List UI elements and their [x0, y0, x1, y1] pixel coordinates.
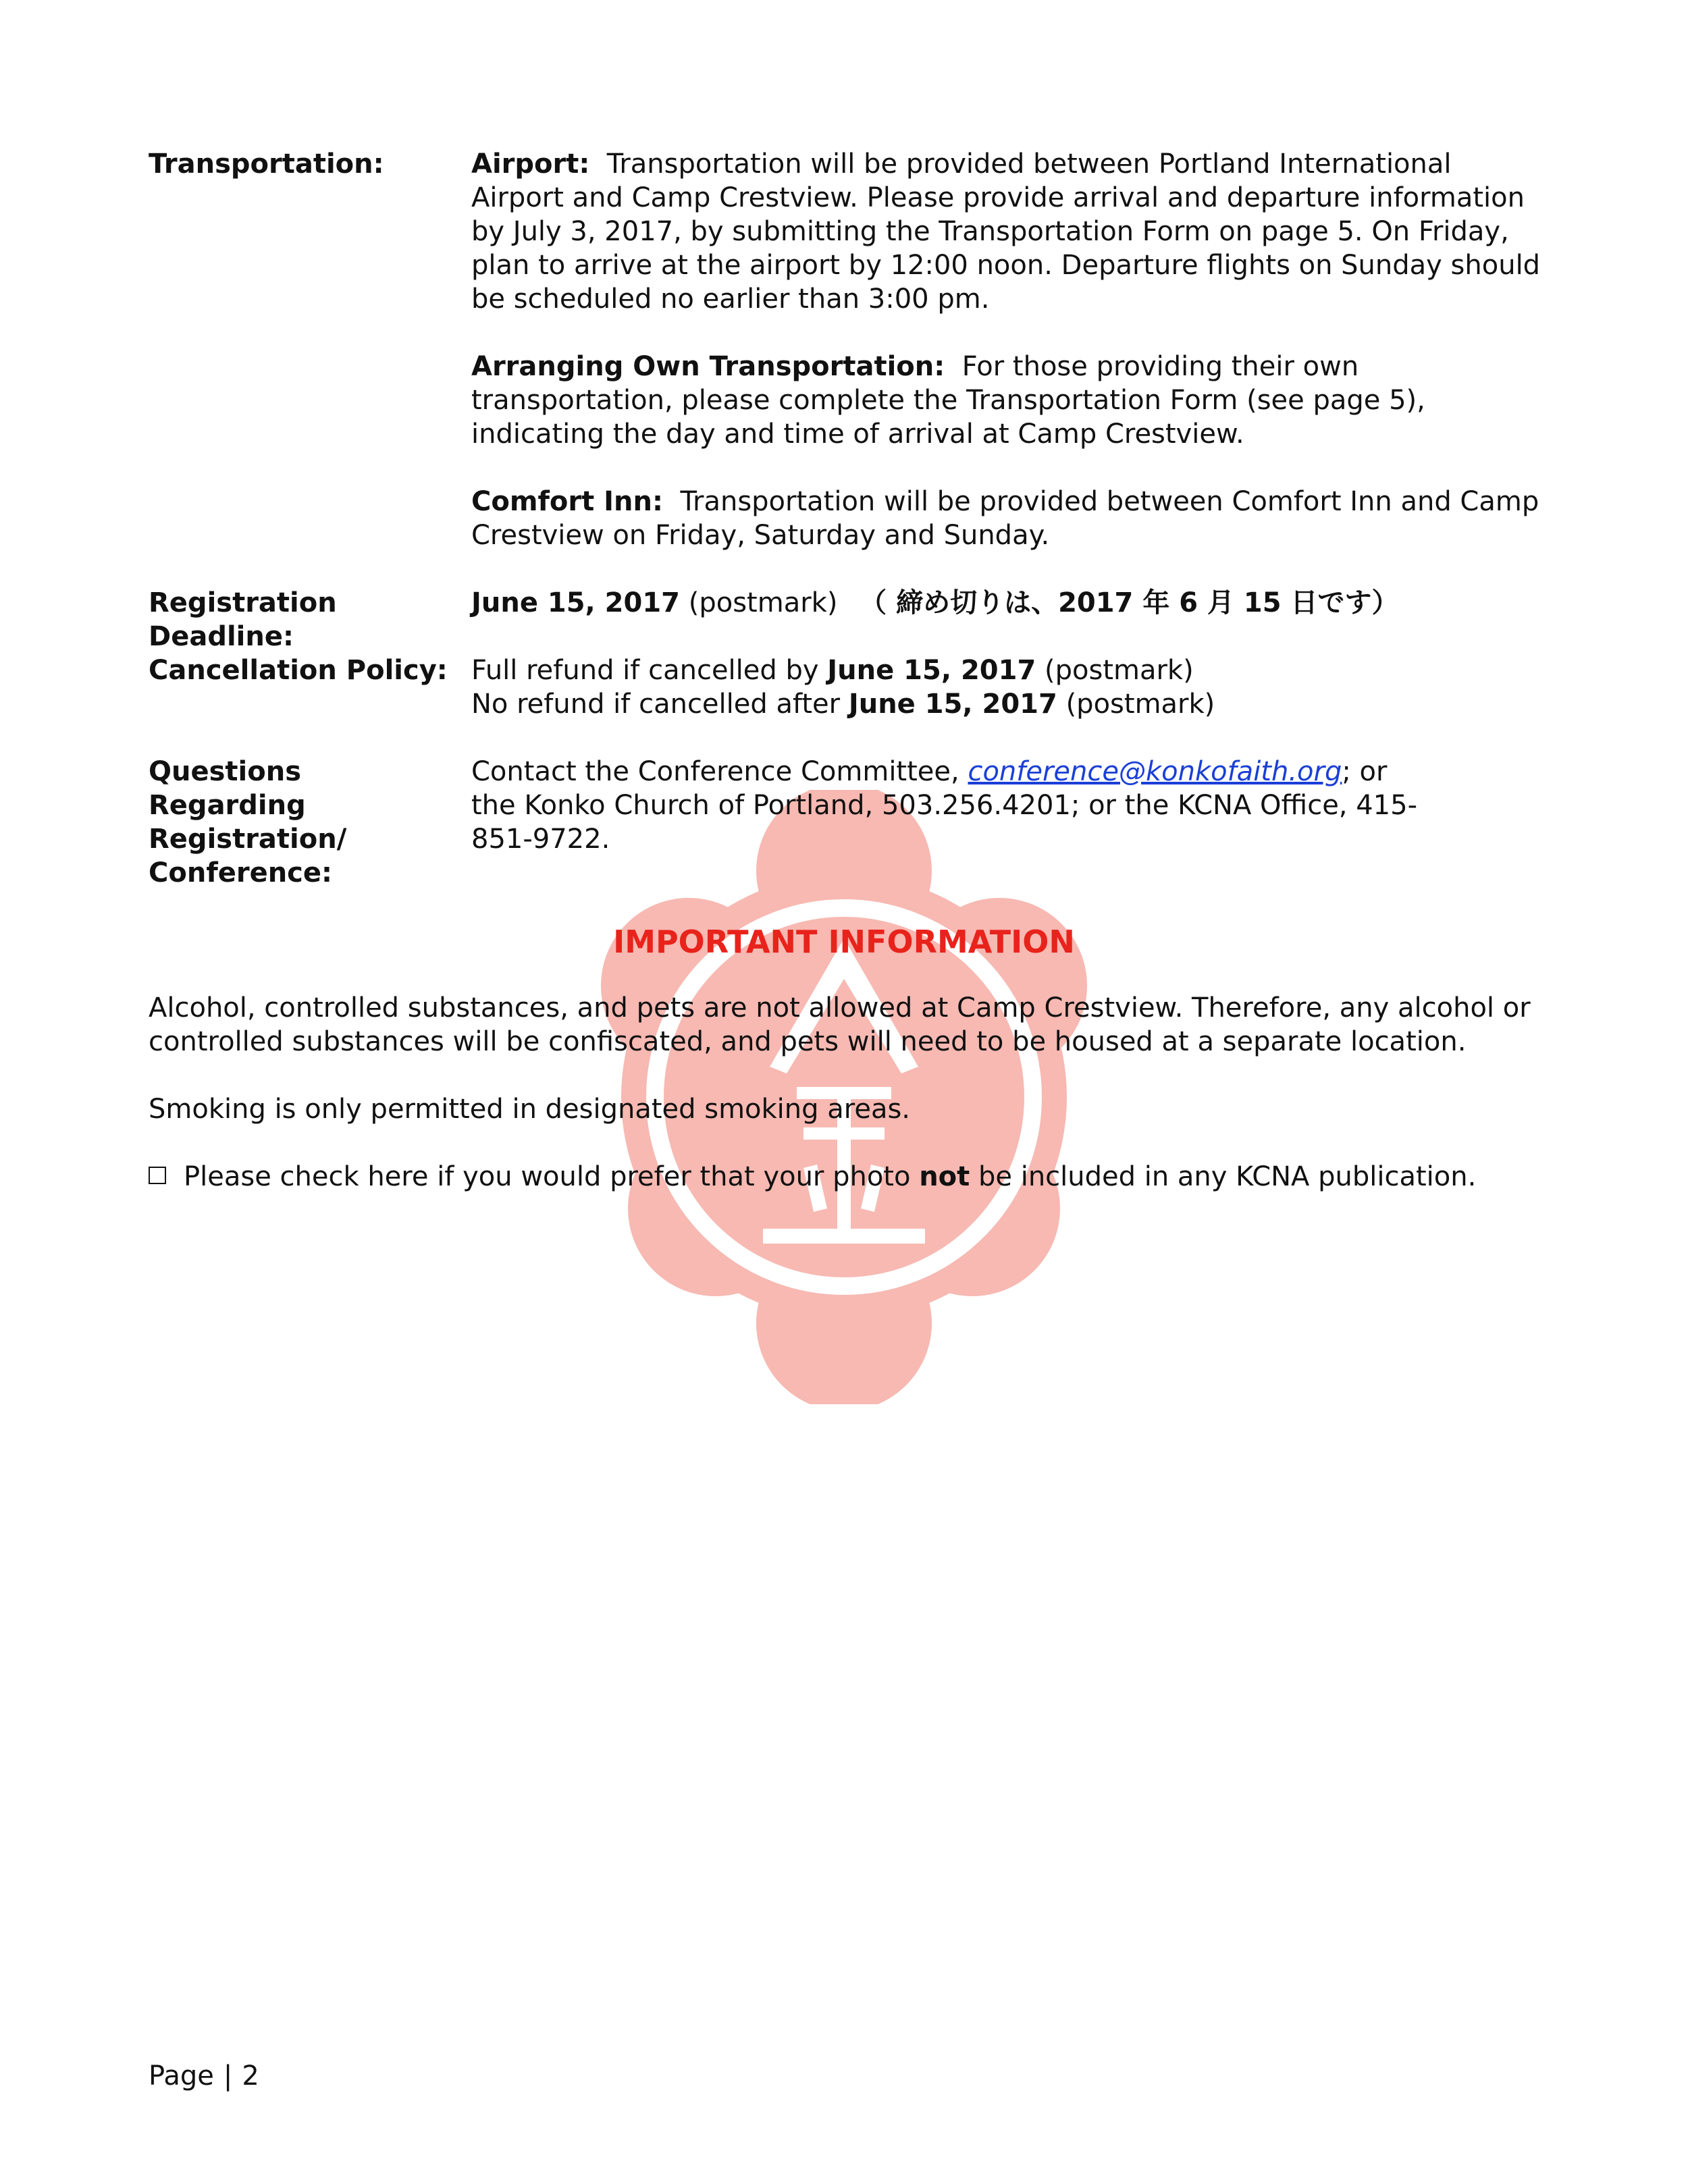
- page-label: Page: [149, 2060, 214, 2092]
- own-transport-paragraph: [471, 350, 1552, 451]
- comfort-inn-title: Comfort Inn:: [471, 486, 664, 517]
- questions-label-line-3: Conference:: [149, 857, 333, 888]
- photo-consent-line: [149, 1160, 1553, 1194]
- cancellation-label: Cancellation Policy:: [149, 655, 448, 686]
- questions-text-prefix: Contact the Conference Committee,: [471, 756, 959, 787]
- questions-label-line-1: Questions Regarding: [149, 756, 306, 821]
- photo-consent-suffix: be included in any KCNA publication.: [978, 1161, 1477, 1192]
- cancellation-line-2: [471, 687, 1552, 721]
- page-footer: [149, 2059, 259, 2093]
- own-transport-title: Arranging Own Transportation:: [471, 351, 945, 382]
- airport-paragraph: [471, 147, 1552, 316]
- important-heading: IMPORTANT INFORMATION: [613, 924, 1075, 960]
- cancellation-line-1-prefix: Full refund if cancelled by: [471, 655, 819, 686]
- deadline-label: Registration Deadline:: [149, 587, 337, 652]
- questions-text-suffix: ; or the Konko Church of Portland, 503.256.4201; or the KCNA Office, 415-851-9722.: [471, 756, 1418, 855]
- cancellation-line-1-date: June 15, 2017: [827, 655, 1036, 686]
- cancellation-line-1: [471, 654, 1552, 687]
- cancellation-line-2-prefix: No refund if cancelled after: [471, 689, 841, 720]
- page-number: 2: [242, 2060, 259, 2092]
- transportation-label: Transportation:: [149, 149, 384, 180]
- page-separator: |: [223, 2060, 233, 2092]
- own-transport-text: For those providing their own transportation, please complete the Transportation Form (see page 5), indicating the day and time of arrival at Camp Crestview.: [471, 351, 1425, 450]
- comfort-inn-text: Transportation will be provided between Comfort Inn and Camp Crestview on Friday, Saturday and Sunday.: [471, 486, 1539, 551]
- deadline-note: (postmark): [688, 587, 838, 618]
- questions-label-line-2: Registration/: [149, 824, 347, 855]
- questions-label: [149, 755, 459, 890]
- conference-email-link[interactable]: conference@konkofaith.org: [968, 756, 1342, 787]
- photo-optout-checkbox[interactable]: [149, 1167, 166, 1184]
- alcohol-paragraph: Alcohol, controlled substances, and pets are not allowed at Camp Crestview. Therefore, any alcohol or controlled substances will be confiscated, and pets will need to be housed at a separate location.: [149, 992, 1531, 1057]
- comfort-inn-paragraph: [471, 485, 1552, 552]
- deadline-date: June 15, 2017: [471, 587, 681, 618]
- photo-consent-not: not: [919, 1161, 970, 1192]
- cancellation-line-2-suffix: (postmark): [1065, 689, 1215, 720]
- deadline-japanese: （ 締め切りは、2017 年 6 月 15 日です）: [860, 587, 1399, 618]
- cancellation-line-1-suffix: (postmark): [1045, 655, 1194, 686]
- airport-title: Airport:: [471, 149, 590, 180]
- photo-consent-prefix: Please check here if you would prefer that your photo: [184, 1161, 911, 1192]
- airport-text: Transportation will be provided between Portland International Airport and Camp Crestview. Please provide arrival and departure information by July 3, 2017, by submitting the Transportation Form on page 5. On Friday, plan to arrive at the airport by 12:00 noon. Departure flights on Sunday should be scheduled no earlier than 3:00 pm.: [471, 149, 1541, 315]
- cancellation-line-2-date: June 15, 2017: [848, 689, 1057, 720]
- smoking-paragraph: Smoking is only permitted in designated smoking areas.: [149, 1094, 911, 1125]
